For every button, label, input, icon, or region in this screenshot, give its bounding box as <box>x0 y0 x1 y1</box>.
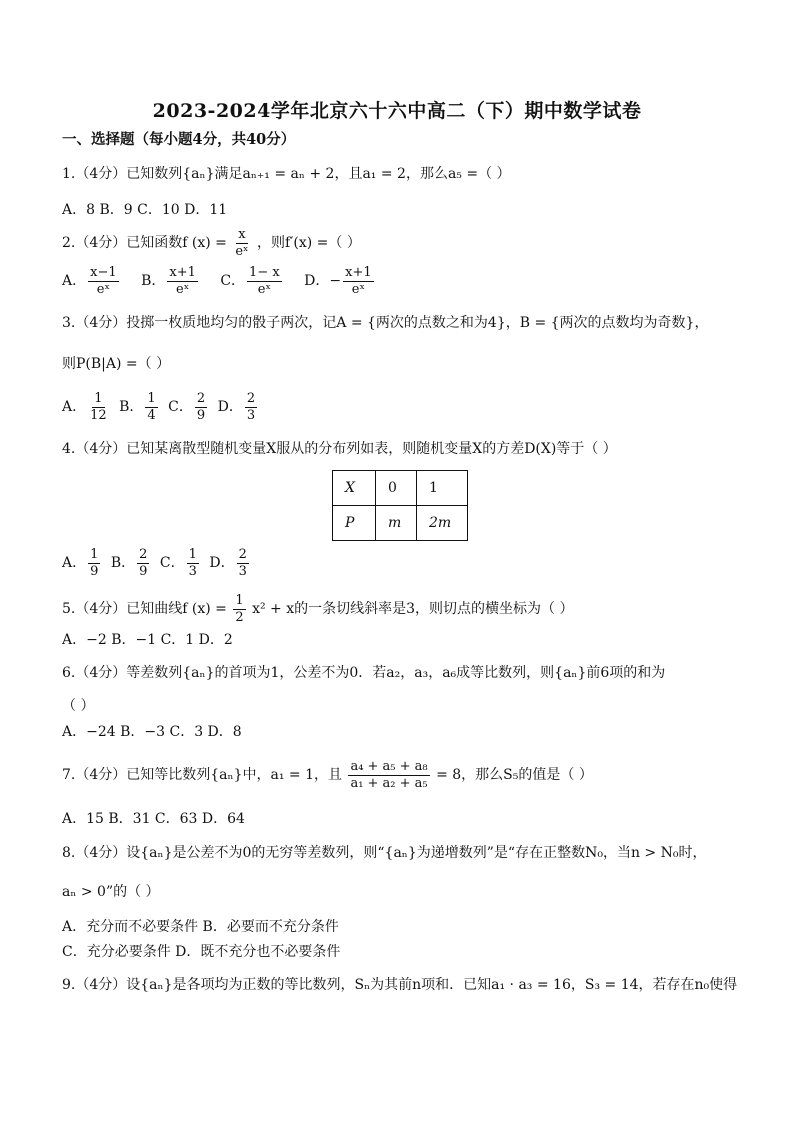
question-7-options: A．15 B．31 C．63 D．64 <box>62 811 245 827</box>
q2-stem-b: ，则f′(x) =（ ） <box>257 235 361 252</box>
q2-stem-a: 2.（4分）已知函数f (x) = <box>62 235 227 252</box>
section-heading: 一、选择题（每小题4分，共40分） <box>62 131 296 148</box>
page-title: 2023-2024学年北京六十六中高二（下）期中数学试卷 <box>152 100 642 122</box>
question-8-options-ab: A．充分而不必要条件 B．必要而不充分条件 <box>62 919 339 935</box>
q4-option-b: $\frac{2}{9}$ <box>139 547 148 579</box>
question-8-line-1: 8.（4分）设{aₙ}是公差不为0的无穷等差数列，则“{aₙ}为递增数列”是“存在正整数N₀，当n > N₀时， <box>62 845 707 861</box>
question-3-options: A． $\frac{1}{12}$ B． $\frac{1}{4}$ C． $\frac{2}{9}$ D． $\frac{2}{3}$ <box>62 391 256 423</box>
q5-fraction: $\frac{1}{2}$ <box>235 593 244 625</box>
table-row <box>333 471 468 506</box>
q7-fraction: $\frac{\text{a₄ + a₅ + a₈}}{\text{a₁ + a₂ + a₅}}$ <box>350 759 428 791</box>
q4-option-d: $\frac{2}{3}$ <box>238 547 247 579</box>
question-9: 9.（4分）设{aₙ}是各项均为正数的等比数列，Sₙ为其前n项和．已知a₁ · a₃ = 16，S₃ = 14，若存在n₀使得 <box>62 977 738 993</box>
q2-option-d-label: D．− <box>304 273 342 290</box>
question-4: 4.（4分）已知某离散型随机变量X服从的分布列如表，则随机变量X的方差D(X)等于（ ） <box>62 441 617 457</box>
q3-option-d: $\frac{2}{3}$ <box>246 391 256 423</box>
q2-fraction: $\frac{x}{\text{eˣ}}$ <box>235 227 249 259</box>
table-cell: P <box>333 506 376 541</box>
question-6-line-2: （ ） <box>62 698 95 714</box>
question-4-options: A． $\frac{1}{9}$ B． $\frac{2}{9}$ C． $\frac{1}{3}$ D． $\frac{2}{3}$ <box>62 547 247 579</box>
table-cell: X <box>333 471 376 506</box>
question-2-options <box>62 266 376 296</box>
q2-option-b-label: B． <box>141 273 166 290</box>
question-2 <box>62 228 361 258</box>
table-cell: 2m <box>417 506 468 541</box>
table-cell: 0 <box>376 471 417 506</box>
q2-option-c-label: C． <box>220 273 246 290</box>
question-1: 1.（4分）已知数列{aₙ}满足aₙ₊₁ = aₙ + 2，且a₁ = 2，那么a₅ =（ ） <box>62 166 511 182</box>
q3-option-b: $\frac{1}{4}$ <box>147 391 156 423</box>
q4-option-a: $\frac{1}{9}$ <box>90 547 99 579</box>
question-7: 7.（4分）已知等比数列{aₙ}中，a₁ = 1，且 $\frac{\text{a₄ + a₅ + a₈}}{\text{a₁ + a₂ + a₅}}$ = 8，那么S₅的值是（ ） <box>62 759 593 791</box>
q2-option-b: $\frac{x+1}{\text{eˣ}}$ <box>169 265 196 297</box>
distribution-table <box>332 470 468 541</box>
q3-option-a: $\frac{1}{12}$ <box>90 391 107 423</box>
q2-option-c: $\frac{1- x}{\text{eˣ}}$ <box>249 265 280 297</box>
q2-option-a-label: A． <box>62 273 87 290</box>
question-6-options: A．−24 B．−3 C．3 D．8 <box>62 724 242 740</box>
table-cell: m <box>376 506 417 541</box>
table-cell: 1 <box>417 471 468 506</box>
question-3-line-1: 3.（4分）投掷一枚质地均匀的骰子两次，记A = {两次的点数之和为4}，B = {两次的点数均为奇数}， <box>62 315 709 331</box>
question-3-line-2: 则P(B|A) =（ ） <box>62 356 171 372</box>
question-8-line-2: aₙ > 0”的（ ） <box>62 884 160 900</box>
q2-option-d: $\frac{x+1}{\text{eˣ}}$ <box>345 265 372 297</box>
q4-option-c: $\frac{1}{3}$ <box>188 547 197 579</box>
question-8-options-cd: C．充分必要条件 D．既不充分也不必要条件 <box>62 944 341 960</box>
q3-option-c: $\frac{2}{9}$ <box>196 391 206 423</box>
table-row <box>333 506 468 541</box>
q2-option-a: $\frac{x-1}{\text{eˣ}}$ <box>90 265 117 297</box>
question-1-options: A．8 B．9 C．10 D．11 <box>62 202 228 218</box>
question-5-options: A．−2 B．−1 C．1 D．2 <box>62 632 233 648</box>
question-6-line-1: 6.（4分）等差数列{aₙ}的首项为1，公差不为0．若a₂，a₃，a₆成等比数列，则{aₙ}前6项的和为 <box>62 665 666 681</box>
question-5: 5.（4分）已知曲线f (x) = $\frac{1}{2}$ x² + x的一条切线斜率是3，则切点的横坐标为（ ） <box>62 593 574 625</box>
